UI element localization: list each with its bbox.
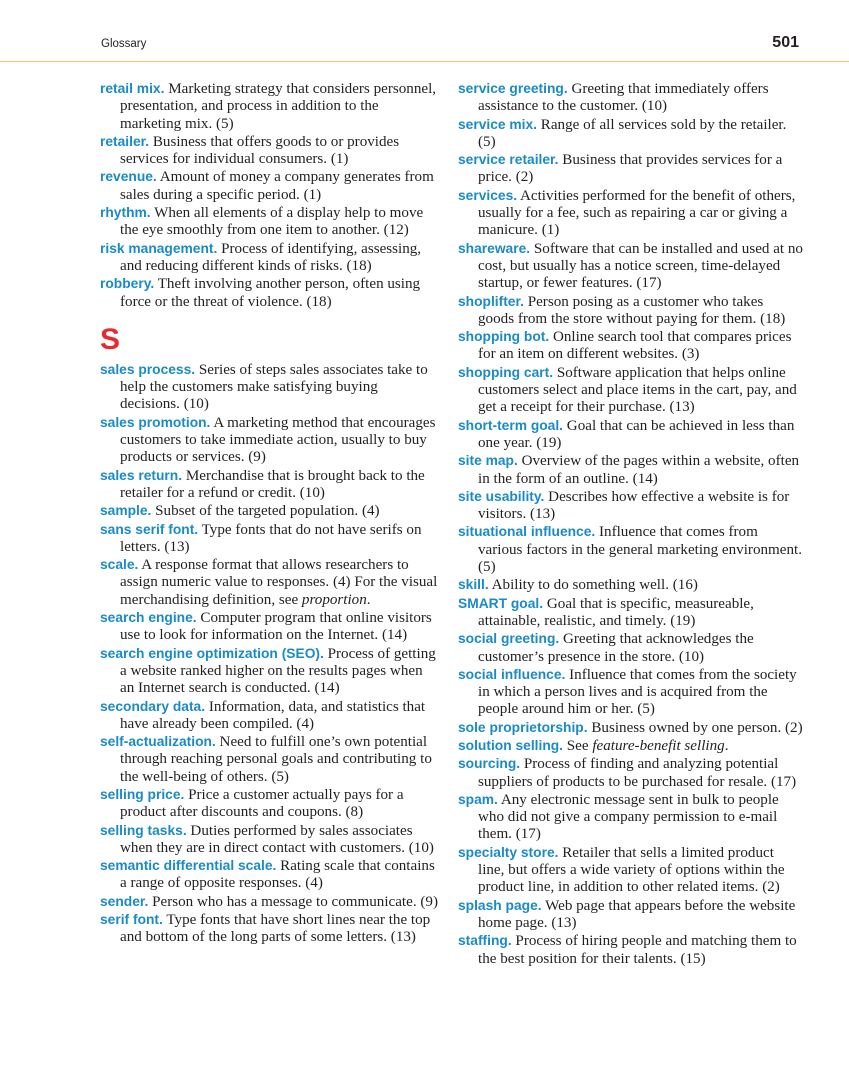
glossary-definition: Person posing as a customer who takes goods from the store without paying for them. (18) — [478, 293, 786, 327]
glossary-definition: Process of finding and analyzing potential suppliers of products to be purchased for resale. (17) — [478, 756, 797, 790]
glossary-definition: Merchandise that is brought back to the retailer for a refund or credit. (10) — [120, 467, 425, 501]
glossary-definition: Greeting that immediately offers assistance to the customer. (10) — [478, 81, 769, 115]
section-letter: S — [100, 322, 121, 356]
glossary-term: site map. — [458, 453, 518, 469]
glossary-definition-tail: . — [724, 737, 729, 754]
glossary-definition: Software application that helps online customers select and place items in the cart, pay, and get a receipt for their purchase. (13) — [478, 364, 797, 416]
glossary-entry — [458, 791, 803, 844]
glossary-entry — [458, 844, 803, 897]
glossary-entry — [458, 240, 803, 293]
glossary-term: serif font. — [100, 912, 163, 928]
glossary-term: site usability. — [458, 488, 545, 504]
glossary-term: secondary data. — [100, 698, 206, 714]
glossary-definition: Marketing strategy that considers personnel, presentation, and process in addition to the marketing mix. (5) — [120, 81, 437, 132]
glossary-entry — [458, 328, 803, 364]
glossary-term: robbery. — [100, 276, 155, 292]
glossary-entry — [100, 133, 440, 169]
glossary-entry — [100, 698, 440, 734]
glossary-entry — [458, 364, 803, 417]
glossary-entry — [100, 822, 440, 858]
glossary-cross-reference: feature-benefit selling — [592, 737, 725, 754]
glossary-entry — [100, 80, 440, 133]
glossary-entry — [100, 786, 440, 822]
glossary-definition: Online search tool that compares prices for an item on different websites. (3) — [478, 329, 792, 363]
glossary-term: spam. — [458, 791, 498, 807]
glossary-s-entries-right — [458, 80, 803, 968]
glossary-term: specialty store. — [458, 844, 559, 860]
glossary-definition: Goal that can be achieved in less than one year. (19) — [478, 417, 795, 451]
glossary-entry — [458, 719, 803, 737]
glossary-term: staffing. — [458, 933, 512, 949]
glossary-term: risk management. — [100, 240, 218, 256]
glossary-definition: Range of all services sold by the retailer. (5) — [478, 116, 787, 150]
glossary-definition: Ability to do something well. (16) — [488, 577, 698, 594]
glossary-entry — [458, 932, 803, 968]
glossary-definition: Need to fulfill one’s own potential through reaching personal goals and contributing to the well-being of others. (5) — [120, 734, 432, 785]
glossary-term: service mix. — [458, 116, 538, 132]
glossary-term: social influence. — [458, 666, 566, 682]
glossary-definition: Business owned by one person. (2) — [587, 719, 803, 736]
glossary-definition: Rating scale that contains a range of opposite responses. (4) — [120, 858, 435, 892]
glossary-r-entries — [100, 80, 440, 311]
running-head: Glossary — [101, 38, 147, 50]
glossary-definition: Influence that comes from various factors in the general marketing environment. (5) — [478, 524, 802, 576]
glossary-definition: See — [563, 737, 593, 754]
glossary-entry — [100, 502, 440, 520]
glossary-entry — [458, 737, 803, 755]
page-number: 501 — [772, 34, 799, 51]
glossary-term: scale. — [100, 557, 139, 573]
glossary-entry — [458, 666, 803, 719]
glossary-term: shopping bot. — [458, 329, 550, 345]
glossary-definition: Overview of the pages within a website, often in the form of an outline. (14) — [478, 453, 800, 487]
glossary-term: retailer. — [100, 133, 150, 149]
glossary-definition: Goal that is specific, measureable, attainable, realistic, and timely. (19) — [478, 595, 754, 629]
glossary-definition: Subset of the targeted population. (4) — [151, 503, 380, 520]
glossary-term: situational influence. — [458, 524, 596, 540]
glossary-definition: Web page that appears before the website home page. (13) — [478, 897, 796, 931]
glossary-entry — [100, 168, 440, 204]
glossary-definition: Type fonts that have short lines near the top and bottom of the long parts of some letters. (13) — [120, 912, 431, 946]
glossary-definition: Process of hiring people and matching them to the best position for their talents. (15) — [478, 933, 797, 967]
glossary-term: semantic differential scale. — [100, 858, 277, 874]
glossary-definition-tail: . — [366, 591, 371, 608]
glossary-entry — [458, 630, 803, 666]
glossary-term: rhythm. — [100, 205, 151, 221]
glossary-entry — [100, 911, 440, 947]
glossary-term: service retailer. — [458, 152, 559, 168]
glossary-definition: Software that can be installed and used at no cost, but usually has a notice screen, time-delayed startup, or fewer features. (17) — [478, 240, 803, 292]
glossary-definition: Information, data, and statistics that have already been compiled. (4) — [120, 698, 426, 732]
glossary-entry — [100, 240, 440, 276]
glossary-definition: Type fonts that do not have serifs on letters. (13) — [120, 521, 422, 555]
glossary-entry — [458, 488, 803, 524]
glossary-term: sales promotion. — [100, 414, 211, 430]
glossary-definition: Influence that comes from the society in which a person lives and is acquired from the people around him or her. (5) — [478, 666, 797, 718]
glossary-term: selling tasks. — [100, 822, 187, 838]
glossary-definition: Duties performed by sales associates when they are in direct contact with customers. (10) — [120, 822, 434, 856]
glossary-definition: Process of getting a website ranked higher on the results pages when an Internet search is conducted. (14) — [120, 645, 436, 697]
glossary-term: SMART goal. — [458, 595, 544, 611]
glossary-entry — [458, 417, 803, 453]
glossary-definition: Series of steps sales associates take to help the customers make satisfying buying decisions. (10) — [120, 361, 428, 413]
glossary-term: service greeting. — [458, 81, 568, 96]
glossary-definition: Person who has a message to communicate. (9) — [148, 893, 438, 910]
glossary-entry — [458, 80, 803, 116]
glossary-entry — [100, 414, 440, 467]
glossary-definition: Theft involving another person, often using force or the threat of violence. (18) — [120, 276, 421, 310]
glossary-entry — [458, 755, 803, 791]
glossary-definition: Amount of money a company generates from sales during a specific period. (1) — [120, 169, 434, 203]
glossary-definition: Business that offers goods to or provides services for individual consumers. (1) — [120, 133, 400, 168]
glossary-entry — [100, 361, 440, 414]
glossary-term: revenue. — [100, 169, 157, 185]
glossary-s-entries-left — [100, 361, 440, 947]
glossary-term: selling price. — [100, 786, 185, 802]
glossary-definition: Price a customer actually pays for a product after discounts and coupons. (8) — [120, 786, 404, 821]
glossary-entry — [458, 187, 803, 240]
glossary-term: skill. — [458, 577, 489, 593]
glossary-term: self-actualization. — [100, 734, 216, 750]
glossary-entry — [458, 595, 803, 631]
glossary-definition: Greeting that acknowledges the customer’s presence in the store. (10) — [478, 631, 754, 665]
glossary-term: sans serif font. — [100, 521, 199, 537]
glossary-term: retail mix. — [100, 81, 165, 96]
glossary-term: search engine. — [100, 610, 197, 626]
glossary-term: sole proprietorship. — [458, 719, 588, 735]
glossary-cross-reference: proportion — [301, 591, 367, 608]
glossary-term: services. — [458, 187, 518, 203]
glossary-entry — [100, 521, 440, 557]
glossary-entry — [100, 275, 440, 311]
glossary-definition: Any electronic message sent in bulk to people who did not give a company permission to e-mail them. (17) — [478, 791, 779, 843]
glossary-definition: Describes how effective a website is for visitors. (13) — [478, 488, 790, 523]
glossary-column-left — [100, 80, 440, 947]
glossary-term: shoplifter. — [458, 293, 524, 309]
glossary-entry — [458, 116, 803, 152]
glossary-term: sales process. — [100, 361, 196, 377]
page-header — [0, 0, 849, 62]
glossary-term: sales return. — [100, 467, 183, 483]
glossary-definition: A response format that allows researchers to assign numeric value to responses. (4) For the visual merchandising definition, see — [120, 557, 438, 608]
glossary-term: social greeting. — [458, 631, 560, 647]
glossary-definition: Business that provides services for a price. (2) — [478, 152, 783, 186]
glossary-definition: Activities performed for the benefit of others, usually for a fee, such as repairing a car or giving a manicure. (1) — [478, 187, 796, 239]
glossary-term: sender. — [100, 893, 149, 909]
glossary-term: shareware. — [458, 240, 531, 256]
glossary-entry — [100, 467, 440, 503]
glossary-term: splash page. — [458, 897, 542, 913]
glossary-term: sample. — [100, 503, 152, 519]
glossary-term: short-term goal. — [458, 417, 564, 433]
glossary-entry — [458, 293, 803, 329]
glossary-entry — [458, 576, 803, 594]
glossary-entry — [100, 609, 440, 645]
glossary-entry — [458, 151, 803, 187]
glossary-definition: Computer program that online visitors use to look for information on the Internet. (14) — [120, 610, 432, 644]
glossary-definition: When all elements of a display help to move the eye smoothly from one item to another. (12) — [120, 205, 424, 239]
glossary-term: sourcing. — [458, 756, 521, 772]
glossary-entry — [458, 452, 803, 488]
glossary-entry — [100, 893, 440, 911]
glossary-term: solution selling. — [458, 737, 564, 753]
glossary-entry — [100, 857, 440, 893]
glossary-entry — [100, 733, 440, 786]
glossary-entry — [458, 523, 803, 576]
glossary-definition: A marketing method that encourages customers to take immediate action, usually to buy products or services. (9) — [120, 414, 436, 466]
glossary-entry — [100, 645, 440, 698]
glossary-definition: Retailer that sells a limited product line, but offers a wide variety of options within the product line, in addition to other related items. (2) — [478, 844, 785, 896]
glossary-term: shopping cart. — [458, 364, 554, 380]
glossary-entry — [100, 556, 440, 609]
glossary-entry — [458, 897, 803, 933]
glossary-definition: Process of identifying, assessing, and reducing different kinds of risks. (18) — [120, 240, 422, 274]
glossary-column-right — [458, 80, 803, 968]
glossary-entry — [100, 204, 440, 240]
glossary-term: search engine optimization (SEO). — [100, 645, 324, 661]
